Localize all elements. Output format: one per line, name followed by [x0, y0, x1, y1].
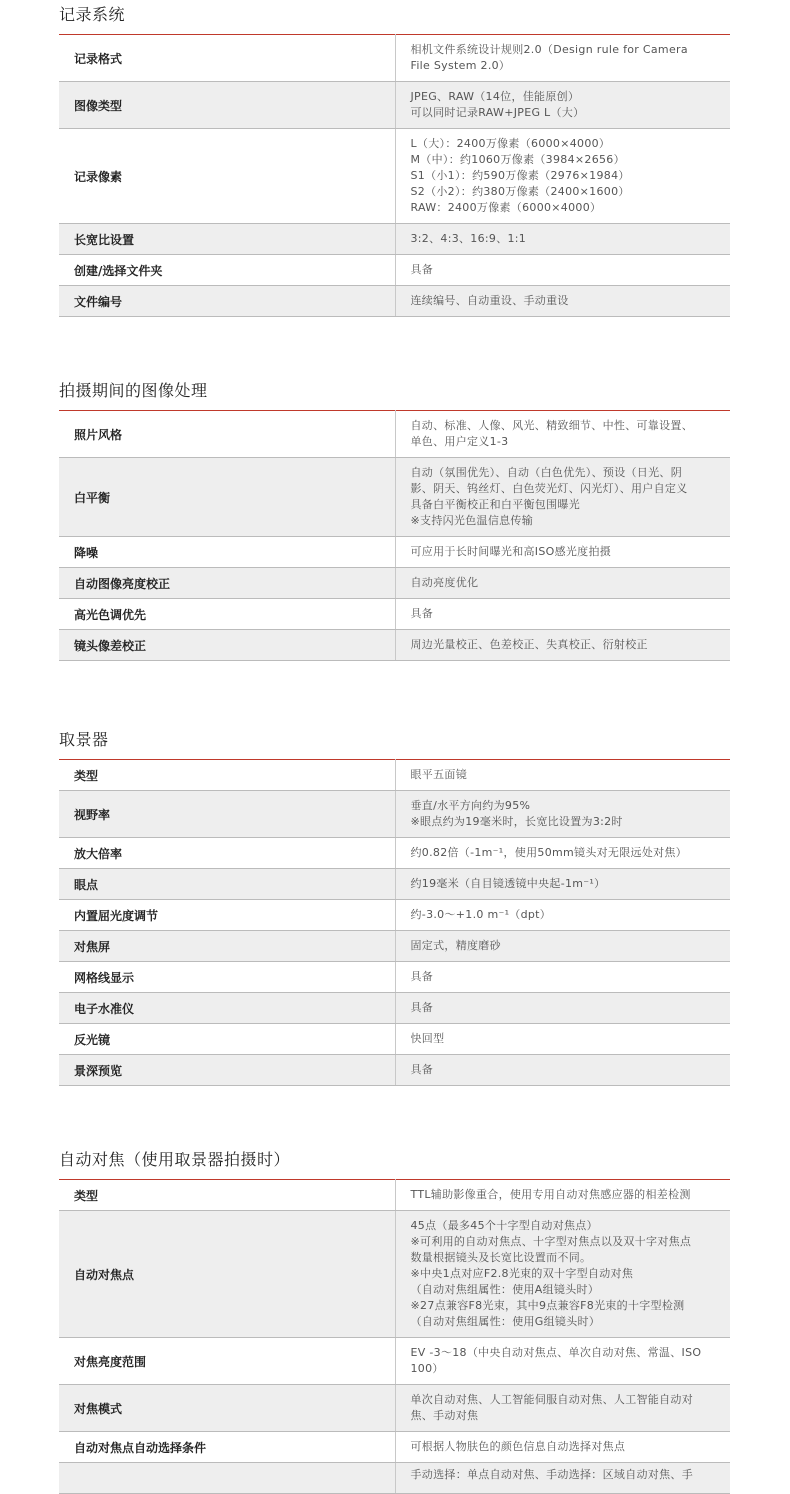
spec-key: 内置屈光度调节	[59, 900, 395, 931]
table-row	[59, 900, 730, 931]
spec-value: 具备	[395, 993, 730, 1024]
spec-value: 周边光量校正、色差校正、失真校正、衍射校正	[395, 630, 730, 661]
spec-key: 电子水准仪	[59, 993, 395, 1024]
spec-key: 长宽比设置	[59, 224, 395, 255]
spec-key: 对焦模式	[59, 1385, 395, 1432]
spec-key: 对焦亮度范围	[59, 1338, 395, 1385]
table-row	[59, 599, 730, 630]
spec-table	[59, 759, 730, 1086]
spec-key: 照片风格	[59, 411, 395, 458]
table-row	[59, 1432, 730, 1463]
spec-key: 镜头像差校正	[59, 630, 395, 661]
table-row	[59, 224, 730, 255]
spec-value: 具备	[395, 1055, 730, 1086]
table-row	[59, 129, 730, 224]
section-title: 记录系统	[59, 5, 126, 24]
spec-table	[59, 410, 730, 661]
spec-value: 具备	[395, 962, 730, 993]
spec-key: 白平衡	[59, 458, 395, 537]
table-row	[59, 35, 730, 82]
table-row	[59, 1055, 730, 1086]
spec-value: 3:2、4:3、16:9、1:1	[395, 224, 730, 255]
spec-key: 记录像素	[59, 129, 395, 224]
spec-value: JPEG、RAW（14位，佳能原创） 可以同时记录RAW+JPEG L（大）	[395, 82, 730, 129]
table-row	[59, 630, 730, 661]
spec-value: 单次自动对焦、人工智能伺服自动对焦、人工智能自动对 焦、手动对焦	[395, 1385, 730, 1432]
table-row	[59, 411, 730, 458]
spec-value: 垂直/水平方向约为95% ※眼点约为19毫米时，长宽比设置为3:2时	[395, 791, 730, 838]
spec-key: 放大倍率	[59, 838, 395, 869]
spec-key: 创建/选择文件夹	[59, 255, 395, 286]
spec-value: 可根据人物肤色的颜色信息自动选择对焦点	[395, 1432, 730, 1463]
table-row	[59, 760, 730, 791]
spec-key: 类型	[59, 760, 395, 791]
spec-key: 文件编号	[59, 286, 395, 317]
table-row	[59, 838, 730, 869]
section-title: 自动对焦（使用取景器拍摄时）	[59, 1150, 291, 1169]
spec-key: 自动对焦点	[59, 1211, 395, 1338]
spec-value: 具备	[395, 599, 730, 630]
section-image-processing	[59, 380, 730, 661]
spec-value: 约19毫米（自目镜透镜中央起-1m⁻¹）	[395, 869, 730, 900]
section-viewfinder	[59, 729, 730, 1086]
table-row	[59, 537, 730, 568]
spec-key: 对焦屏	[59, 931, 395, 962]
table-row	[59, 1024, 730, 1055]
spec-key: 反光镜	[59, 1024, 395, 1055]
table-row	[59, 1385, 730, 1432]
spec-value: 自动（氛围优先）、自动（白色优先）、预设（日光、阴 影、阴天、钨丝灯、白色荧光灯、闪光灯）、用户自定义 具备白平衡校正和白平衡包围曝光 ※支持闪光色温信息传输	[395, 458, 730, 537]
table-row	[59, 869, 730, 900]
spec-key: 高光色调优先	[59, 599, 395, 630]
table-row	[59, 82, 730, 129]
table-row	[59, 1180, 730, 1211]
spec-value: 具备	[395, 255, 730, 286]
table-row	[59, 993, 730, 1024]
table-row	[59, 1463, 730, 1494]
spec-key: 景深预览	[59, 1055, 395, 1086]
spec-value: 自动亮度优化	[395, 568, 730, 599]
spec-table	[59, 1179, 730, 1494]
section-title: 拍摄期间的图像处理	[59, 381, 208, 400]
spec-value: 45点（最多45个十字型自动对焦点） ※可利用的自动对焦点、十字型对焦点以及双十字对焦点 数量根据镜头及长宽比设置而不同。 ※中央1点对应F2.8光束的双十字型自动对焦 （自动对焦组属性：使用A组镜头时） ※27点兼容F8光束，其中9点兼容F8光束的十字型检测 （自动对焦组属性：使用G组镜头时）	[395, 1211, 730, 1338]
spec-key: 网格线显示	[59, 962, 395, 993]
table-row	[59, 931, 730, 962]
table-row	[59, 1338, 730, 1385]
table-row	[59, 568, 730, 599]
spec-value: 约0.82倍（-1m⁻¹，使用50mm镜头对无限远处对焦）	[395, 838, 730, 869]
spec-key: 自动对焦点自动选择条件	[59, 1432, 395, 1463]
table-row	[59, 286, 730, 317]
spec-value: 手动选择：单点自动对焦、手动选择：区域自动对焦、手	[395, 1463, 730, 1494]
spec-value: 自动、标准、人像、风光、精致细节、中性、可靠设置、 单色、用户定义1-3	[395, 411, 730, 458]
spec-value: 快回型	[395, 1024, 730, 1055]
spec-key	[59, 1463, 395, 1494]
spec-key: 自动图像亮度校正	[59, 568, 395, 599]
spec-value: TTL辅助影像重合，使用专用自动对焦感应器的相差检测	[395, 1180, 730, 1211]
spec-value: 可应用于长时间曝光和高ISO感光度拍摄	[395, 537, 730, 568]
spec-value: 固定式，精度磨砂	[395, 931, 730, 962]
spec-table	[59, 34, 730, 317]
spec-key: 记录格式	[59, 35, 395, 82]
section-title: 取景器	[59, 730, 109, 749]
spec-value: EV -3～18（中央自动对焦点、单次自动对焦、常温、ISO 100）	[395, 1338, 730, 1385]
spec-key: 图像类型	[59, 82, 395, 129]
spec-value: L（大）：2400万像素（6000×4000） M（中）：约1060万像素（3984×2656） S1（小1）：约590万像素（2976×1984） S2（小2）：约380万像素（2400×1600） RAW：2400万像素（6000×4000）	[395, 129, 730, 224]
table-row	[59, 791, 730, 838]
spec-key: 类型	[59, 1180, 395, 1211]
spec-key: 视野率	[59, 791, 395, 838]
spec-value: 相机文件系统设计规则2.0（Design rule for Camera File System 2.0）	[395, 35, 730, 82]
section-recording-system	[59, 4, 730, 317]
table-row	[59, 255, 730, 286]
table-row	[59, 458, 730, 537]
spec-key: 降噪	[59, 537, 395, 568]
spec-value: 连续编号、自动重设、手动重设	[395, 286, 730, 317]
table-row	[59, 1211, 730, 1338]
section-autofocus	[59, 1149, 730, 1494]
spec-key: 眼点	[59, 869, 395, 900]
spec-value: 约-3.0～+1.0 m⁻¹（dpt）	[395, 900, 730, 931]
spec-value: 眼平五面镜	[395, 760, 730, 791]
table-row	[59, 962, 730, 993]
